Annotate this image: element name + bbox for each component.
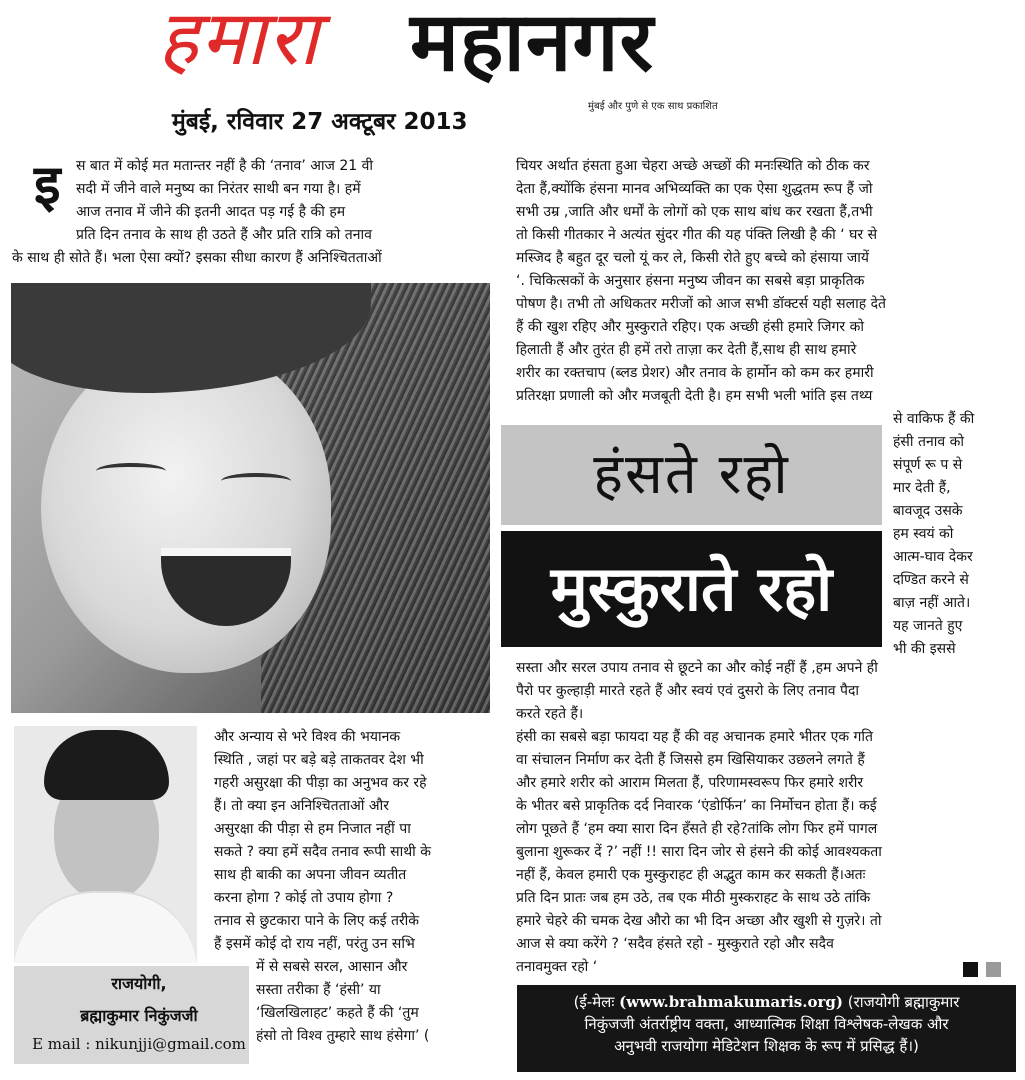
author-title: राजयोगी, — [111, 974, 167, 993]
intro-paragraph — [12, 155, 500, 270]
right-top-column — [516, 155, 1016, 408]
body-line: प्रति दिन प्रातः जब हम उठे, तब एक मीठी मुस्कराहट के साथ उठे तांकि — [516, 890, 871, 906]
closed-eye-right — [221, 473, 291, 489]
body-line: और अन्याय से भरे विश्व की भयानक — [214, 729, 401, 745]
bio-line-3: अनुभवी राजयोगा मेडिटेशन शिक्षक के रूप में प्रसिद्ध हैं।) — [614, 1037, 919, 1055]
body-line: मार देती हैं, — [893, 480, 951, 496]
body-line: हैं। तो क्या इन अनिश्चितताओं और — [214, 798, 389, 814]
body-line: तो किसी गीतकार ने अत्यंत सुंदर गीत की यह पंक्ति लिखी है की ‘ घर से — [516, 227, 878, 243]
author-email: E mail : nikunjji@gmail.com — [32, 1035, 246, 1053]
body-line: हमारे चेहरे की चमक देख औरो का भी दिन अच्छा और खुशी से गुज़रे। तो — [516, 913, 882, 929]
body-line: पोषण है। तभी तो अधिकतर मरीजों को आज सभी डॉक्टर्स यही सलाह देते — [516, 296, 886, 312]
bio-line-2: निकुंजजी अंतर्राष्ट्रीय वक्ता, आध्यात्मिक शिक्षा विश्लेषक-लेखक और — [584, 1015, 949, 1033]
body-line: करना होगा ? कोई तो उपाय होगा ? — [214, 890, 394, 906]
body-line: साथ ही बाकी का अपना जीवन व्यतीत — [214, 867, 407, 883]
drop-cap: इ — [34, 153, 61, 216]
masthead-title-red: हमारा — [158, 0, 321, 82]
body-line: तनाव से छुटकारा पाने के लिए कई तरीके — [214, 913, 420, 929]
body-line: बुलाना शुरूकर दें ?’ नहीं !! सारा दिन जोर से हंसने की कोई आवश्यकता — [516, 844, 882, 860]
headline-line-2: मुस्कुराते रहो — [501, 531, 882, 647]
intro-line: सदी में जीने वाले मनुष्य का निरंतर साथी बन गया है। हमें — [76, 181, 361, 197]
body-line: लोग पूछते हैं ‘हम क्या सारा दिन हँसते ही रहे?तांकि लोग फिर हमें पागल — [516, 821, 878, 837]
left-narrow-column — [256, 956, 499, 1048]
body-line: दण्डित करने से — [893, 572, 969, 588]
masthead-tagline: मुंबई और पुणे से एक साथ प्रकाशित — [588, 101, 718, 112]
body-line: में से सबसे सरल, आसान और — [256, 959, 408, 975]
body-line: के भीतर बसे प्राकृतिक दर्द निवारक ‘एंडोर्फिन’ का निर्मोचन होता हैं। कई — [516, 798, 877, 814]
dateline: मुंबई, रविवार 27 अक्टूबर 2013 — [172, 109, 468, 135]
author-name: ब्रह्माकुमार निकुंजजी — [80, 1006, 198, 1025]
body-line: मस्जिद है बहुत दूर चलो यूं कर ले, किसी रोते हुए बच्चे को हंसाया जायें — [516, 250, 870, 266]
child-face — [41, 343, 331, 673]
body-line: तनावमुक्त रहो ‘ — [516, 959, 598, 975]
author-shirt — [14, 891, 197, 963]
body-line: सकते ? क्या हमें सदैव तनाव रूपी साथी के — [214, 844, 431, 860]
body-line: भी की इससे — [893, 641, 956, 657]
bio-line-1-rest: (राजयोगी ब्रह्माकुमार — [842, 993, 960, 1011]
laughing-child-photo — [11, 283, 490, 713]
author-byline-box — [14, 966, 249, 1064]
end-mark-grey — [986, 962, 1001, 977]
author-hair — [44, 730, 169, 800]
body-line: असुरक्षा की पीड़ा से हम निजात नहीं पा — [214, 821, 411, 837]
body-line: करते रहते हैं। — [516, 706, 584, 722]
body-line: स्थिति , जहां पर बड़े बड़े ताकतवर देश भी — [214, 752, 424, 768]
body-line: प्रतिरक्षा प्रणाली को और मजबूती देती है। हम सभी भली भांति इस तथ्य — [516, 388, 873, 404]
right-bottom-column — [516, 657, 1016, 979]
body-line: ‘खिलखिलाहट’ कहते हैं की ‘तुम — [256, 1005, 419, 1021]
left-bottom-column — [214, 726, 499, 956]
body-line: गहरी असुरक्षा की पीड़ा का अनुभव कर रहे — [214, 775, 427, 791]
body-line: आत्म-घाव देकर — [893, 549, 973, 565]
body-line: हैं की खुश रहिए और मुस्कुराते रहिए। एक अच्छी हंसी हमारे जिगर को — [516, 319, 864, 335]
intro-line: प्रति दिन तनाव के साथ ही उठते हैं और प्रति रात्रि को तनाव — [76, 227, 372, 243]
body-line: बावजूद उसके — [893, 503, 963, 519]
body-line: से वाकिफ हैं की — [893, 411, 975, 427]
laughing-mouth — [161, 548, 291, 626]
body-line: आज से क्या करेंगे ? ‘सदैव हंसते रहो - मुस्कुराते रहो और सदैव — [516, 936, 834, 952]
body-line: नहीं हैं, केवल हमारी एक मुस्कुराहट ही अद्भुत काम कर सकती हैं।अतः — [516, 867, 866, 883]
body-line: हैं इसमें कोई दो राय नहीं, परंतु उन सभि — [214, 936, 415, 952]
body-line: हंसो तो विश्व तुम्हारे साथ हंसेगा’ ( — [256, 1028, 430, 1044]
body-line: चियर अर्थात हंसता हुआ चेहरा अच्छे अच्छों की मनःस्थिति को ठीक कर — [516, 158, 870, 174]
author-photo — [14, 726, 197, 963]
body-line: हंसी का सबसे बड़ा फायदा यह हैं की वह अचानक हमारे भीतर एक गति — [516, 729, 874, 745]
body-line: ‘. चिकित्सकों के अनुसार हंसना मनुष्य जीवन का सबसे बड़ा प्राकृतिक — [516, 273, 865, 289]
body-line: देता हैं,क्योंकि हंसना मानव अभिव्यक्ति का एक ऐसा शुद्धतम रूप हैं जो — [516, 181, 873, 197]
body-line: संपूर्ण रू प से — [893, 457, 963, 473]
body-line: सस्ता और सरल उपाय तनाव से छूटने का और कोई नहीं हैं ,हम अपने ही — [516, 660, 878, 676]
end-mark-black — [963, 962, 978, 977]
body-line: पैरो पर कुल्हाड़ी मारते रहते हैं और स्वयं एवं दुसरो के लिए तनाव पैदा — [516, 683, 860, 699]
website-link[interactable]: (www.brahmakumaris.org) — [619, 993, 843, 1011]
masthead-title-black: महानगर — [410, 0, 655, 90]
author-bio-box — [517, 985, 1016, 1072]
body-line: बाज़ नहीं आते। — [893, 595, 971, 611]
intro-line: के साथ ही सोते हैं। भला ऐसा क्यों? इसका सीधा कारण हैं अनिश्चितताओं — [12, 250, 382, 266]
intro-line: आज तनाव में जीने की इतनी आदत पड़ गई है की हम — [76, 204, 346, 220]
bio-line-1 — [527, 991, 1006, 1013]
intro-line: स बात में कोई मत मतान्तर नहीं है की ‘तनाव’ आज 21 वी — [76, 158, 374, 174]
body-line: और हमारे शरीर को आराम मिलता हैं, परिणामस्वरूप फिर हमारे शरीर — [516, 775, 864, 791]
body-line: सभी उम्र ,जाति और धर्मों के लोगों को एक साथ बांध कर रखता हैं,तभी — [516, 204, 873, 220]
body-line: हम स्वयं को — [893, 526, 954, 542]
headline-line-1: हंसते रहो — [501, 425, 882, 525]
body-line: शरीर का रक्तचाप (ब्लड प्रेशर) और तनाव के हार्मोन को कम कर हमारी — [516, 365, 874, 381]
body-line: यह जानते हुए — [893, 618, 963, 634]
bio-prefix: (ई-मेलः — [573, 993, 620, 1011]
right-narrow-column — [893, 408, 1020, 661]
body-line: हिलाती हैं और तुरंत ही हमें तरो ताज़ा कर देती हैं,साथ ही साथ हमारे — [516, 342, 857, 358]
closed-eye-left — [96, 463, 166, 479]
body-line: वा संचालन निर्माण कर देती हैं जिससे हम खिसियाकर उछलने लगते हैं — [516, 752, 865, 768]
body-line: सस्ता तरीका हैं ‘हंसी’ या — [256, 982, 381, 998]
body-line: हंसी तनाव को — [893, 434, 964, 450]
